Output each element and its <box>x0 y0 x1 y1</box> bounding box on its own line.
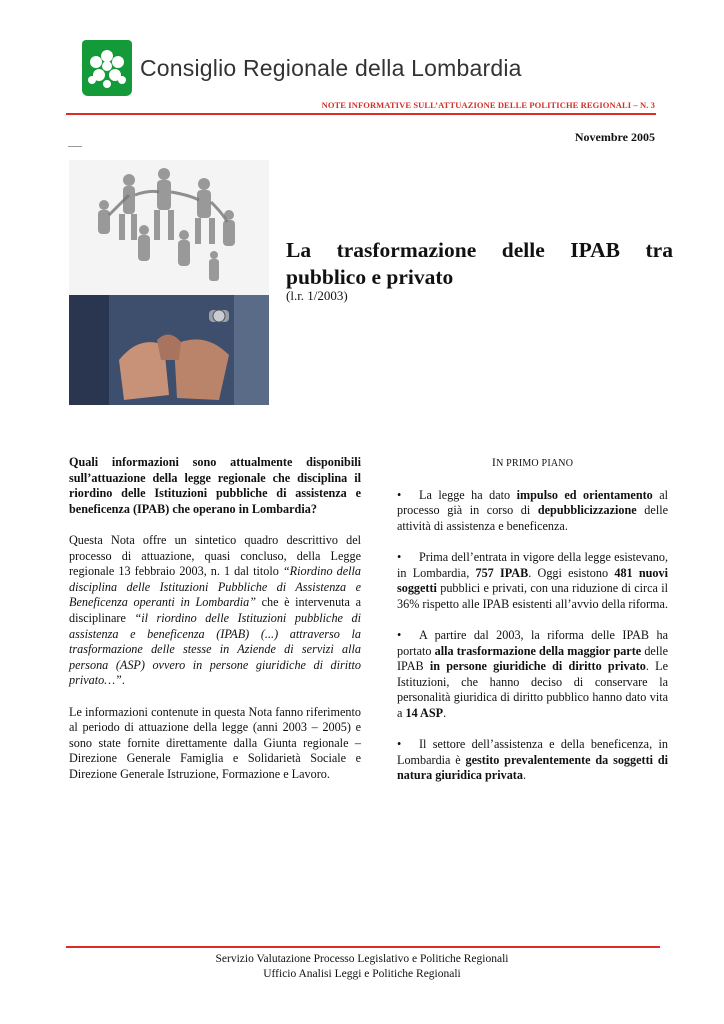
cover-photo <box>69 160 269 405</box>
title-word: La <box>286 238 312 262</box>
series-title: NOTE INFORMATIVE SULL’ATTUAZIONE DELLE POLITICHE REGIONALI – N. 3 <box>321 100 655 110</box>
left-column <box>69 455 361 798</box>
bold-run: 14 ASP <box>405 705 444 720</box>
heading-rest: N PRIMO PIANO <box>496 458 574 469</box>
title-word: IPAB <box>570 238 621 262</box>
highlight-item <box>397 550 668 612</box>
regional-logo <box>82 40 132 96</box>
text-run: delle attività di assistenza e beneficenza. <box>397 503 668 533</box>
bullet-icon: • <box>397 549 402 564</box>
bullet-icon: • <box>397 737 402 752</box>
lead-question: Quali informazioni sono attualmente disponibili sull’attuazione della legge regionale che disciplina il riordino delle Istituzioni pubbliche di assistenza e beneficenza (IPAB) che operano in Lombardia? <box>69 455 361 516</box>
document-title <box>286 237 673 291</box>
bullet-icon: • <box>397 487 402 502</box>
footer-office: Ufficio Analisi Leggi e Politiche Regionali <box>263 968 461 980</box>
text-run: . <box>443 705 447 720</box>
bold-run: 481 nuovi soggetti <box>397 565 668 596</box>
text-run: . <box>121 673 125 688</box>
text-run: delle IPAB <box>397 643 669 674</box>
title-line-2: pubblico e privato <box>286 265 454 289</box>
title-word: delle <box>501 238 545 262</box>
highlight-item <box>397 488 668 535</box>
text-run: Il settore dell’assistenza e della beneficenza, in Lombardia è <box>397 737 668 767</box>
text-run: Questa Nota offre un sintetico quadro descrittivo del processo di attuazione, quasi concluso, della Legge regionale 13 febbraio 2003, n. 1 dal titolo <box>69 532 361 579</box>
bold-run: impulso ed orientamento <box>516 487 653 502</box>
text-run: pubblici e privati, con una riduzione di circa il 36% rispetto alle IPAB esistenti all’avvio della riforma. <box>397 581 668 611</box>
bold-run: gestito prevalentemente da soggetti di natura giuridica privata <box>397 752 668 783</box>
header-divider <box>66 113 656 115</box>
rosa-camuna-icon <box>82 40 132 96</box>
text-run: che è intervenuta a disciplinare <box>69 595 361 625</box>
text-run: La legge ha dato <box>419 487 517 502</box>
footer-service: Servizio Valutazione Processo Legislativo e Politiche Regionali <box>215 953 509 965</box>
title-word: trasformazione <box>336 238 477 262</box>
bold-run: 757 IPAB <box>475 565 529 580</box>
text-run: . Oggi esistono <box>528 565 615 580</box>
law-title-quote: “Riordino della disciplina delle Istituzioni Pubbliche di Assistenza e Beneficenza operanti in Lombardia” <box>69 564 361 610</box>
right-column <box>397 455 668 799</box>
publication-date: Novembre 2005 <box>574 130 655 144</box>
text-run: A partire dal 2003, la riforma delle IPAB ha portato <box>397 627 668 658</box>
title-word: tra <box>645 238 673 262</box>
section-heading <box>397 455 668 472</box>
title-line-1 <box>286 237 673 264</box>
text-run: al processo già in corso di <box>397 487 669 518</box>
small-divider <box>68 146 82 147</box>
footer-divider <box>66 946 660 948</box>
sources-paragraph: Le informazioni contenute in questa Nota fanno riferimento al periodo di attuazione della legge (anni 2003 – 2005) e sono state fornite direttamente dalla Giunta regionale – Direzione Generale Famiglia e Solidarietà Sociale e Direzione Generale Istruzione, Formazione e Lavoro. <box>69 704 361 781</box>
bold-run: depubblicizzazione <box>537 503 637 518</box>
text-run: . <box>522 768 526 783</box>
heading-initial: I <box>491 455 497 469</box>
organization-name: Consiglio Regionale della Lombardia <box>140 55 522 81</box>
text-run: Prima dell’entrata in vigore della legge esistevano, in Lombardia, <box>397 549 668 580</box>
bullet-icon: • <box>397 627 402 642</box>
intro-paragraph <box>69 533 361 689</box>
footer <box>0 952 724 982</box>
law-purpose-quote: “il riordino delle Istituzioni pubbliche di assistenza e beneficenza (IPAB) (...) attraverso la trasformazione delle stesse in Aziende di servizi alla persona (ASP) ovvero in persone giuridiche di diritto privato…” <box>69 610 361 688</box>
highlight-item <box>397 737 668 784</box>
bold-run: alla trasformazione della maggior parte <box>434 643 642 658</box>
law-reference: (l.r. 1/2003) <box>286 288 348 303</box>
highlight-item <box>397 628 668 722</box>
bold-run: in persone giuridiche di diritto privato <box>429 659 646 674</box>
text-run: . Le Istituzioni, che hanno deciso di conservare la personalità giuridica di diritto pubblico hanno dato vita a <box>397 659 668 720</box>
